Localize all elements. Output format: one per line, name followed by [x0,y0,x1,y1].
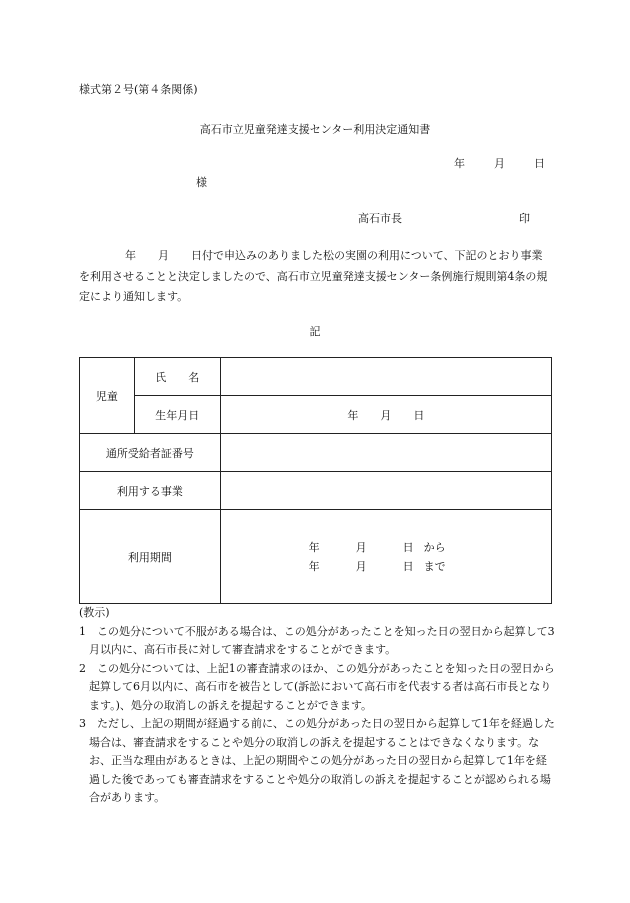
issue-date [454,155,545,171]
to-day: 日 [402,559,414,573]
issue-date-year: 年 [454,157,465,170]
period-from [309,538,551,557]
cert-number-field[interactable] [220,434,551,472]
dob-field[interactable] [220,396,551,434]
dob-year: 年 [347,408,359,422]
dob-day: 日 [413,408,425,422]
from-day: 日 [402,540,414,554]
dob-month: 月 [380,408,392,422]
recipient-honorific: 様 [196,176,207,189]
to-word: まで [423,559,446,573]
service-label: 利用する事業 [80,472,221,510]
form-number-label: 様式第２号(第４条関係) [79,83,198,96]
issue-date-day: 日 [534,157,545,170]
from-month: 月 [355,540,367,554]
period-field[interactable] [220,510,551,604]
to-year: 年 [308,559,320,573]
service-field[interactable] [220,472,551,510]
issue-date-month: 月 [494,157,505,170]
instruction-item: 3 ただし、上記の期間が経過する前に、この処分があった日の翌日から起算して1年を経過した場合は、審査請求をすることや処分の取消しの訴えを提起することはできなくなります。なお、正当な理由があるときは、上記の期間やこの処分があった日の翌日から起算して1年を経過した後であっても審査請求をすることや処分の取消しの訴えを提起することが認められる場合があります。 [79,717,555,804]
notice-body [79,246,551,308]
body-text: 日付で申込みのありました松の実園の利用について、下記のとおり事業を利用させることと決定しましたので、高石市立児童発達支援センター条例施行規則第4条の規定により通知します。 [79,249,548,303]
instruction-item: 1 この処分について不服がある場合は、この処分があったことを知った日の翌日から起算して3月以内に、高石市長に対して審査請求をすることができます。 [79,624,555,656]
document-title: 高石市立児童発達支援センター利用決定通知書 [199,123,431,136]
seal-mark: 印 [519,212,530,225]
details-table [79,357,552,604]
period-label: 利用期間 [80,510,221,604]
dob-label: 生年月日 [134,396,220,434]
instructions [79,604,557,808]
cert-number-label: 通所受給者証番号 [80,434,221,472]
ki-heading: 記 [309,325,321,338]
to-month: 月 [355,559,367,573]
body-month: 月 [158,249,169,262]
instructions-heading: (教示) [79,606,110,619]
instruction-item: 2 この処分については、上記1の審査請求のほか、この処分があったことを知った日の翌日から起算して6月以内に、高石市を被告として(訴訟において高石市を代表する者は高石市長となります。)、処分の取消しの訴えを提起することができます。 [79,661,555,712]
from-year: 年 [308,540,320,554]
body-year: 年 [125,249,136,262]
name-field[interactable] [220,358,551,396]
issuer-name: 高石市長 [358,212,402,225]
period-to [309,557,551,576]
from-word: から [423,540,446,554]
name-label: 氏 名 [134,358,220,396]
child-label: 児童 [80,358,135,434]
